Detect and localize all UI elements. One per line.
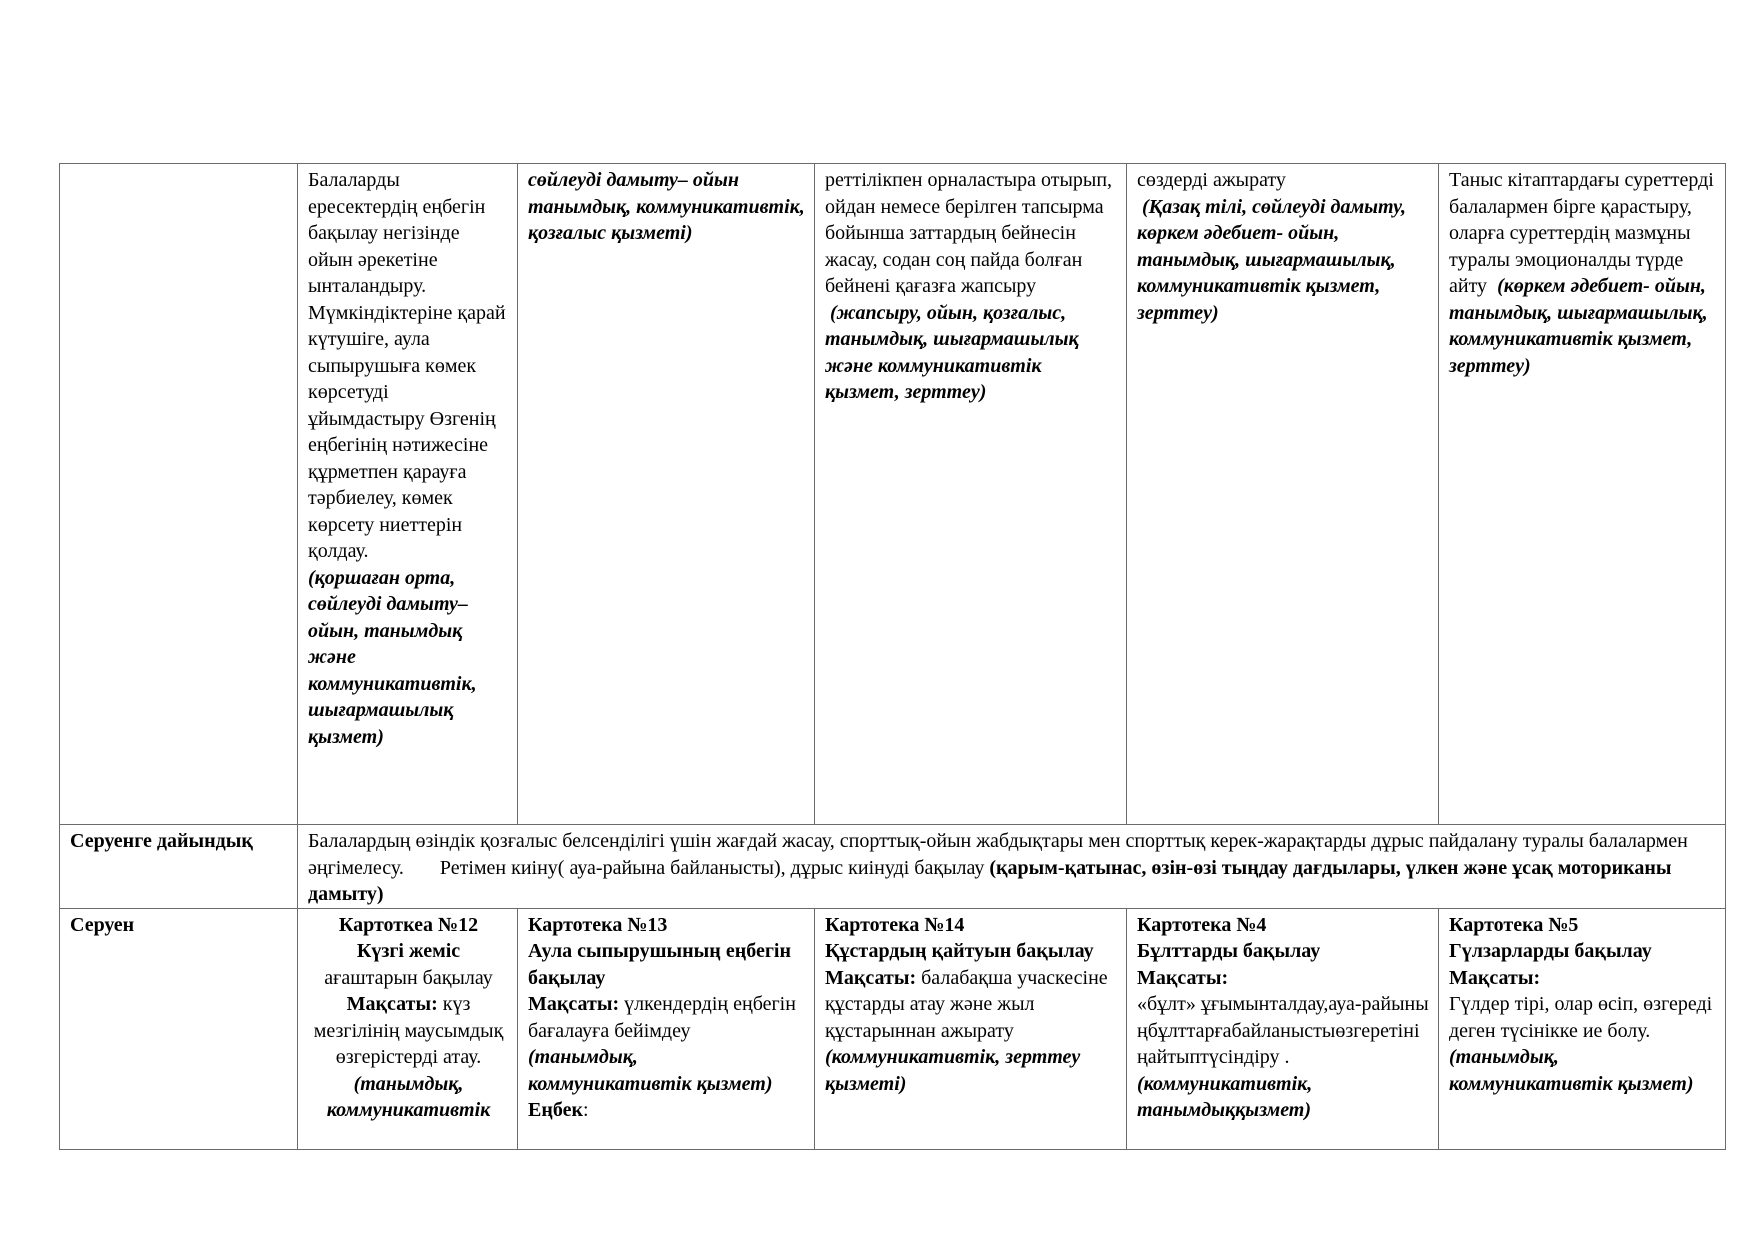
cell-text: Балалардың өзіндік қозғалыс белсенділігі үшін жағдай жасау, спорттық-ойын жабдықтары мен спорттық керек-жарақтарды дұрыс пайдалану туралы балалармен әңгімелесу. [308, 830, 1688, 879]
card-title: Картоткеа №12 [338, 913, 479, 936]
cell-text: Ретімен киіну( ауа-райына байланысты), дұрыс киінуді бақылау [439, 856, 985, 879]
table-cell [1127, 908, 1439, 1149]
row-label-cell [60, 164, 298, 825]
activity-tag: (жапсыру, ойын, қозғалыс, танымдық, шығармашылық және коммуникативтік қызмет, зерттеу) [825, 301, 1079, 403]
card-title: Картотека №14 [825, 913, 965, 936]
labor-colon: : [583, 1099, 589, 1121]
labor-label: Еңбек [528, 1099, 583, 1121]
table-cell [815, 164, 1127, 825]
activity-tag: (қоршаған орта, сөйлеуді дамыту– ойын, танымдық және коммуникативтік, шығармашылық қызмет) [308, 566, 477, 748]
activity-tag: (танымдық, коммуникативтік [326, 1072, 491, 1121]
card-title: Картотека №13 [528, 913, 668, 936]
card-subtitle: Құстардың қайтуын бақылау [825, 940, 1094, 962]
goal-label: Мақсаты: [1137, 966, 1229, 989]
cell-text: реттілікпен орналастыра отырып, ойдан немесе берілген тапсырма бойынша заттардың бейнесін жасау, содан соң пайда болған бейнені қағазға жапсыру [825, 169, 1113, 297]
table-cell [298, 825, 1726, 909]
row-label: Серуен [70, 913, 135, 936]
activity-tag: (қарым-қатынас, өзін-өзі тыңдау дағдылары, үлкен және ұсақ моториканы дамыту) [308, 856, 1672, 905]
table-row [60, 908, 1726, 1149]
row-label: Серуенге дайындық [70, 830, 253, 852]
activity-tag: сөйлеуді дамыту– ойын танымдық, коммуникативтік, қозғалыс қызметі) [528, 169, 805, 244]
goal-label: Мақсаты: [1449, 966, 1541, 989]
card-subtitle-cont: ағаштарын бақылау [324, 966, 493, 989]
goal-text: күз мезгілінің маусымдық өзгерістерді атау. [313, 993, 504, 1068]
card-subtitle: Аула сыпырушының еңбегін бақылау [528, 940, 791, 989]
goal-text: Гүлдер тірі, олар өсіп, өзгереді деген түсінікке ие болу. [1449, 993, 1713, 1042]
cell-text: сөздерді ажырату [1137, 169, 1286, 191]
goal-text: «бұлт» ұғымынталдау,ауа-райыныңбұлттарғабайланыстыөзгеретініңайтыптүсіндіру . [1137, 993, 1429, 1068]
cell-text: Таныс кітаптардағы суреттерді балалармен бірге қарастыру, оларға суреттердің мазмұны туралы эмоционалды түрде айту [1449, 169, 1714, 297]
goal-label: Мақсаты: [825, 966, 917, 989]
table-row [60, 825, 1726, 909]
activity-tag: (танымдық, коммуникативтік қызмет) [528, 1046, 773, 1095]
card-subtitle: Гүлзарларды бақылау [1449, 940, 1652, 962]
table-cell [815, 908, 1127, 1149]
goal-label: Мақсаты: [528, 993, 620, 1015]
row-label-cell [60, 908, 298, 1149]
table-cell [298, 164, 518, 825]
activity-tag: (танымдық, коммуникативтік қызмет) [1449, 1046, 1694, 1095]
cell-text: Балаларды ересектердің еңбегін бақылау негізінде ойын әрекетіне ынталандыру. Мүмкіндіктеріне қарай күтушіге, аула сыпырушыға көмек көрсетуді ұйымдастыру Өзгенің еңбегінің нәтижесіне құрметпен қарауға тәрбиелеу, көмек көрсету ниеттерін қолдау. [308, 169, 506, 562]
card-title: Картотека №5 [1449, 913, 1579, 936]
activity-tag: (коммуникативтік, зерттеу қызметі) [825, 1046, 1081, 1095]
table-cell [1439, 164, 1726, 825]
card-subtitle: Бұлттарды бақылау [1137, 940, 1321, 962]
activity-tag: (Қазақ тілі, сөйлеуді дамыту, көркем әдебиет- ойын, танымдық, шығармашылық, коммуникативтік қызмет, зерттеу) [1137, 195, 1406, 324]
activity-tag: (коммуникативтік, танымдыққызмет) [1137, 1072, 1313, 1121]
goal-text: балабақша учаскесіне құстарды атау және жыл құстарыннан ажырату [825, 966, 1108, 1042]
row-label-cell [60, 825, 298, 909]
activity-tag: (көркем әдебиет- ойын, танымдық, шығармашылық, коммуникативтік қызмет, зерттеу) [1449, 275, 1708, 377]
schedule-table [59, 163, 1726, 1150]
goal-text: үлкендердің еңбегін бағалауға бейімдеу [528, 993, 796, 1042]
table-cell [1439, 908, 1726, 1149]
goal-label: Мақсаты: [346, 993, 438, 1015]
card-subtitle: Күзгі жеміс [356, 940, 461, 962]
card-title: Картотека №4 [1137, 913, 1267, 936]
table-cell [518, 164, 815, 825]
table-row [60, 164, 1726, 825]
table-cell [518, 908, 815, 1149]
table-cell [1127, 164, 1439, 825]
table-cell [298, 908, 518, 1149]
